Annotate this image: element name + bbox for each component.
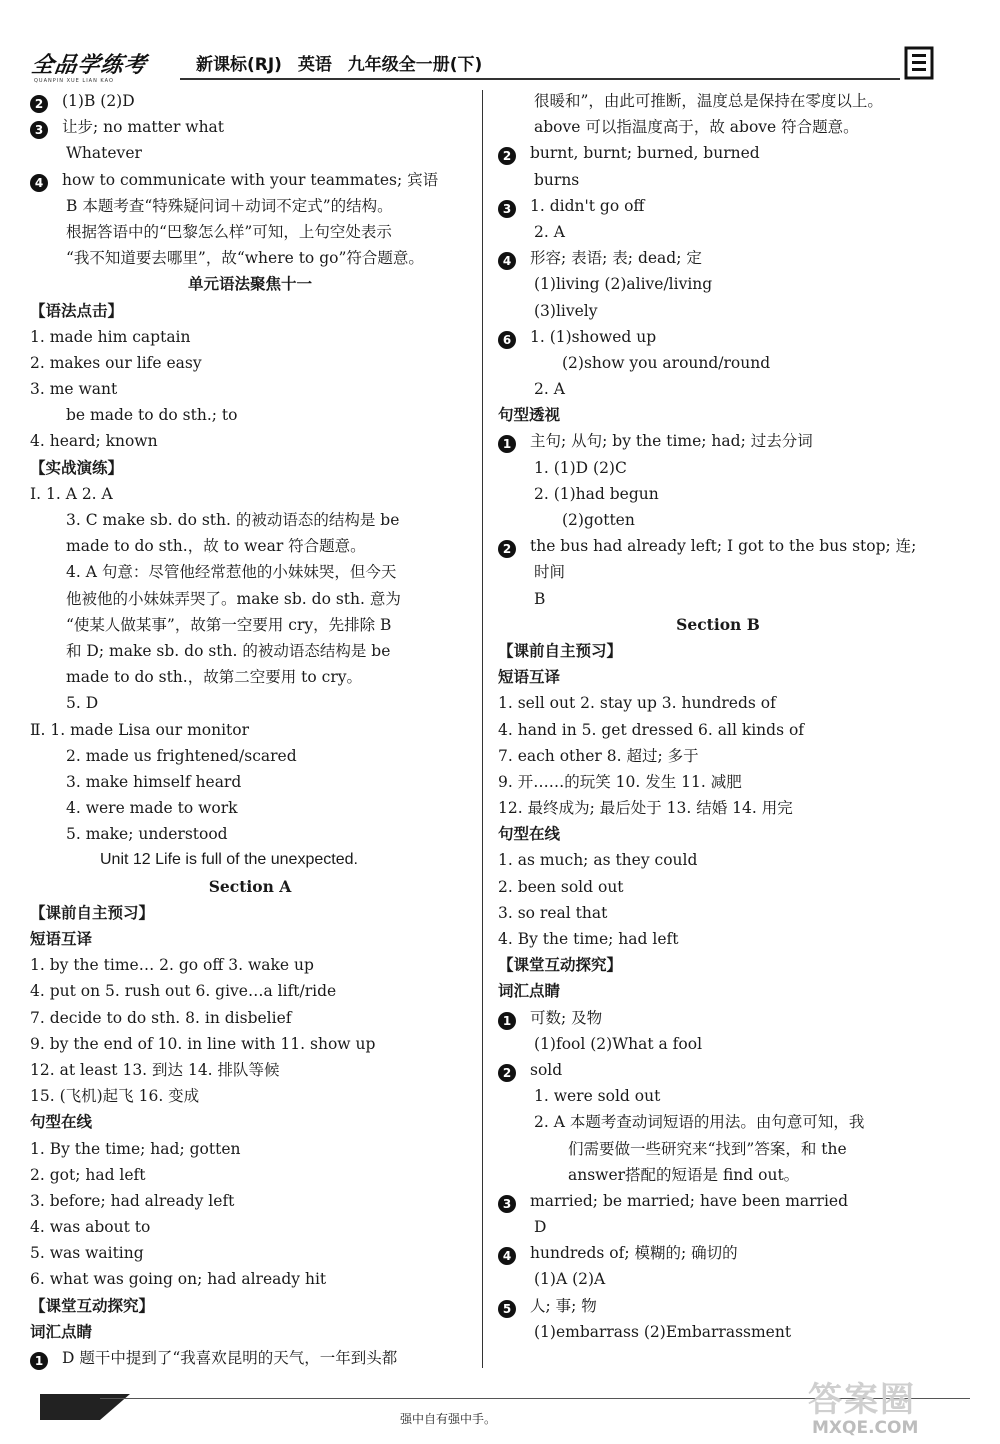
answer-text: 很暖和”，由此可推断，温度总是保持在零度以上。 xyxy=(534,92,883,110)
answer-line xyxy=(30,1057,470,1083)
answer-line xyxy=(498,533,938,559)
left-column xyxy=(30,88,470,1371)
answer-line xyxy=(498,193,938,219)
item-number-badge: 6 xyxy=(498,331,516,349)
answer-line xyxy=(30,1345,470,1371)
answer-text: 3. C make sb. do sth. 的被动语态的结构是 be xyxy=(66,511,400,529)
answer-text: made to do sth.，故第二空要用 to cry。 xyxy=(66,668,362,687)
answer-line xyxy=(30,428,470,454)
answer-line xyxy=(30,402,470,428)
section-heading xyxy=(30,874,470,900)
answer-text: 4. hand in 5. get dressed 6. all kinds of xyxy=(498,720,805,739)
answer-text: Whatever xyxy=(66,144,142,163)
answer-text: 9. 开……的玩笑 10. 发生 11. 减肥 xyxy=(498,772,742,791)
answer-line xyxy=(30,1214,470,1240)
section-label xyxy=(498,952,938,978)
item-number-badge: 3 xyxy=(30,121,48,139)
answer-line xyxy=(498,376,938,402)
answer-text: the bus had already left; I got to the bus stop; 连; xyxy=(530,537,917,556)
answer-line xyxy=(498,1083,938,1109)
answer-text: (1)embarrass (2)Embarrassment xyxy=(534,1322,792,1341)
answer-text: 2. A xyxy=(534,380,565,399)
answer-text: Ⅱ. 1. made Lisa our monitor xyxy=(30,720,250,739)
answer-text: 1. By the time; had; gotten xyxy=(30,1139,241,1158)
answer-text: 7. decide to do sth. 8. in disbelief xyxy=(30,1008,292,1027)
answer-text: 2. made us frightened/scared xyxy=(66,746,297,765)
answer-text: 5. make; understood xyxy=(66,825,228,844)
answer-line xyxy=(498,1057,938,1083)
answer-line xyxy=(30,1083,470,1109)
answer-line xyxy=(30,1266,470,1292)
answer-text: married; be married; have been married xyxy=(530,1191,849,1210)
answer-line xyxy=(498,1136,938,1162)
answer-line xyxy=(30,1188,470,1214)
answer-text: (2)gotten xyxy=(562,511,635,529)
watermark xyxy=(800,1372,980,1442)
answer-text: 【语法点击】 xyxy=(30,301,124,320)
answer-line xyxy=(498,271,938,297)
answer-line xyxy=(498,88,938,114)
answer-line xyxy=(498,350,938,376)
answer-text: made to do sth.，故 to wear 符合题意。 xyxy=(66,537,366,556)
answer-text: (3)lively xyxy=(534,301,598,320)
answer-text: 形容; 表语; 表; dead; 定 xyxy=(530,249,702,268)
answer-text: 2. A 本题考查动词短语的用法。由句意可知，我 xyxy=(534,1113,865,1132)
answer-text: (2)show you around/round xyxy=(562,353,771,372)
answer-line xyxy=(498,428,938,454)
brand-subtitle: QUANPIN XUE LIAN KAO xyxy=(34,78,114,84)
answer-line xyxy=(30,612,470,638)
header-rule xyxy=(180,78,900,80)
item-number-badge: 4 xyxy=(498,1247,516,1265)
answer-line xyxy=(498,481,938,507)
answer-text: hundreds of; 模糊的; 确切的 xyxy=(530,1244,738,1263)
section-label xyxy=(30,455,470,481)
brand-logo: 全品学练考 xyxy=(29,53,149,78)
answer-line xyxy=(498,140,938,166)
answer-text: sold xyxy=(530,1060,563,1079)
section-label xyxy=(498,638,938,664)
section-label xyxy=(30,298,470,324)
answer-line xyxy=(498,455,938,481)
page-number: 答2 xyxy=(52,1374,78,1392)
answer-text: 4. heard; known xyxy=(30,432,158,451)
answer-line xyxy=(30,821,470,847)
answer-text: 可数; 及物 xyxy=(530,1008,603,1027)
answer-text: 2. makes our life easy xyxy=(30,353,202,372)
answer-text: 1. made him captain xyxy=(30,327,191,346)
answer-text: 句型在线 xyxy=(30,1113,93,1132)
right-column xyxy=(498,88,938,1345)
answer-line xyxy=(498,769,938,795)
answer-line xyxy=(498,743,938,769)
answer-line xyxy=(498,795,938,821)
subsection-label xyxy=(498,978,938,1004)
answer-line xyxy=(498,167,938,193)
answer-line xyxy=(498,1005,938,1031)
answer-text: B 本题考查“特殊疑问词＋动词不定式”的结构。 xyxy=(66,196,393,215)
subsection-label xyxy=(498,821,938,847)
answer-text: 2. A xyxy=(534,222,565,241)
subsection-label xyxy=(30,1109,470,1135)
answer-text: 4. A 句意：尽管他经常惹他的小妹妹哭，但今天 xyxy=(66,563,397,582)
answer-text: 5. was waiting xyxy=(30,1244,144,1263)
answer-text: 2. (1)had begun xyxy=(534,484,659,503)
answer-text: 12. at least 13. 到达 14. 排队等候 xyxy=(30,1060,280,1079)
section-heading xyxy=(30,271,470,297)
answer-text: 短语互译 xyxy=(30,930,93,948)
answer-text: 4. were made to work xyxy=(66,799,238,818)
answer-text: 句型透视 xyxy=(498,406,561,425)
answer-line xyxy=(30,507,470,533)
subsection-label xyxy=(30,1319,470,1345)
item-number-badge: 4 xyxy=(30,174,48,192)
answer-text: D 题干中提到了“我喜欢昆明的天气，一年到头都 xyxy=(62,1349,398,1367)
answer-line xyxy=(498,1162,938,1188)
answer-line xyxy=(30,481,470,507)
answer-text: 根据答语中的“巴黎怎么样”可知，上句空处表示 xyxy=(66,222,392,241)
answer-text: 们需要做一些研究来“找到”答案，和 the xyxy=(568,1139,847,1158)
page-header xyxy=(30,44,930,84)
answer-line xyxy=(30,1136,470,1162)
answer-text: 15. (飞机)起飞 16. 变成 xyxy=(30,1087,200,1106)
answer-line xyxy=(498,1031,938,1057)
answer-text: 4. By the time; had left xyxy=(498,930,679,948)
answer-text: 短语互译 xyxy=(498,668,561,687)
answer-line xyxy=(498,690,938,716)
unit-title xyxy=(30,847,470,873)
answer-line xyxy=(30,952,470,978)
answer-line xyxy=(30,114,470,140)
answer-line xyxy=(30,324,470,350)
section-label xyxy=(30,900,470,926)
answer-text: 1. as much; as they could xyxy=(498,851,698,870)
item-number-badge: 3 xyxy=(498,1195,516,1213)
answer-line xyxy=(30,717,470,743)
answer-text: 词汇点睛 xyxy=(498,982,561,1001)
item-number-badge: 2 xyxy=(498,540,516,558)
answer-line xyxy=(30,167,470,193)
answer-text: 3. make himself heard xyxy=(66,772,242,791)
answer-line xyxy=(498,1266,938,1292)
answer-line xyxy=(30,88,470,114)
answer-text: 句型在线 xyxy=(498,825,561,844)
answer-line xyxy=(498,1188,938,1214)
answer-line xyxy=(30,219,470,245)
item-number-badge: 1 xyxy=(498,435,516,453)
answer-line xyxy=(498,245,938,271)
answer-text: Unit 12 Life is full of the unexpected. xyxy=(100,851,358,869)
answer-line xyxy=(498,1319,938,1345)
answer-text: 他被他的小妹妹弄哭了。make sb. do sth. 意为 xyxy=(66,589,401,608)
answer-text: (1)living (2)alive/living xyxy=(534,275,713,294)
answer-text: burnt, burnt; burned, burned xyxy=(530,144,760,163)
answer-line xyxy=(30,559,470,585)
answer-line xyxy=(498,507,938,533)
answer-text: 3. me want xyxy=(30,380,118,399)
item-number-badge: 3 xyxy=(498,200,516,218)
answer-text: 2. got; had left xyxy=(30,1165,146,1184)
answer-text: 9. by the end of 10. in line with 11. show up xyxy=(30,1034,376,1053)
answer-text: 6. what was going on; had already hit xyxy=(30,1270,327,1289)
subsection-label xyxy=(498,402,938,428)
answer-line xyxy=(498,298,938,324)
answer-line xyxy=(30,1005,470,1031)
answer-text: 人; 事; 物 xyxy=(530,1296,597,1315)
answer-text: Section B xyxy=(676,614,760,634)
section-heading xyxy=(498,612,938,638)
answer-text: 让步; no matter what xyxy=(62,118,225,137)
answer-text: 【课堂互动探究】 xyxy=(498,956,623,975)
answer-text: 7. each other 8. 超过; 多于 xyxy=(498,746,699,765)
answer-text: “使某人做某事”，故第一空要用 cry，先排除 B xyxy=(66,615,392,634)
watermark-cn: 答案圈 xyxy=(808,1380,916,1420)
answer-line xyxy=(30,193,470,219)
answer-line xyxy=(498,114,938,140)
answer-line xyxy=(30,1162,470,1188)
answer-line xyxy=(498,324,938,350)
answer-line xyxy=(30,664,470,690)
answer-line xyxy=(30,350,470,376)
answer-text: 1. sell out 2. stay up 3. hundreds of xyxy=(498,694,776,713)
header-title: 新课标(RJ) 英语 九年级全一册(下) xyxy=(196,55,483,75)
watermark-url: MXQE.COM xyxy=(812,1418,919,1438)
answer-text: 主句; 从句; by the time; had; 过去分词 xyxy=(530,432,813,451)
item-number-badge: 2 xyxy=(30,95,48,113)
answer-line xyxy=(498,926,938,952)
answer-line xyxy=(498,1109,938,1135)
answer-text: 4. was about to xyxy=(30,1218,151,1237)
answer-text: 4. put on 5. rush out 6. give…a lift/ride xyxy=(30,982,337,1001)
answer-text: 1. (1)showed up xyxy=(530,327,657,346)
answer-line xyxy=(30,978,470,1004)
answer-line xyxy=(498,219,938,245)
item-number-badge: 2 xyxy=(498,147,516,165)
answer-line xyxy=(30,1240,470,1266)
answer-line xyxy=(30,690,470,716)
answer-text: 5. D xyxy=(66,694,99,713)
answer-text: 2. been sold out xyxy=(498,877,624,896)
answer-line xyxy=(30,795,470,821)
answer-line xyxy=(30,743,470,769)
answer-text: burns xyxy=(534,170,580,189)
answer-text: 词汇点睛 xyxy=(30,1322,93,1341)
answer-text: above 可以指温度高于，故 above 符合题意。 xyxy=(534,118,859,137)
answer-text: 时间 xyxy=(534,563,566,582)
answer-line xyxy=(498,1293,938,1319)
answer-line xyxy=(498,1240,938,1266)
answer-text: 1. (1)D (2)C xyxy=(534,458,627,477)
answer-line xyxy=(30,140,470,166)
answer-line xyxy=(30,1031,470,1057)
answer-line xyxy=(30,769,470,795)
answer-text: 1. didn't go off xyxy=(530,196,645,215)
answer-text: 12. 最终成为; 最后处于 13. 结婚 14. 用完 xyxy=(498,799,793,818)
answer-line xyxy=(30,533,470,559)
answer-text: Ⅰ. 1. A 2. A xyxy=(30,484,113,503)
answer-text: 1. were sold out xyxy=(534,1087,661,1106)
answer-text: D xyxy=(534,1218,547,1237)
answer-text: be made to do sth.; to xyxy=(66,406,238,425)
answer-text: 1. by the time… 2. go off 3. wake up xyxy=(30,956,314,975)
answer-line xyxy=(498,586,938,612)
column-divider xyxy=(482,90,483,1368)
answer-text: B xyxy=(534,589,546,608)
answer-text: Section A xyxy=(208,876,292,896)
answer-line xyxy=(498,847,938,873)
answer-line xyxy=(498,874,938,900)
answer-text: 【实战演练】 xyxy=(30,458,124,477)
answer-line xyxy=(498,559,938,585)
item-number-badge: 4 xyxy=(498,252,516,270)
book-corner-icon xyxy=(904,46,934,80)
answer-line xyxy=(30,376,470,402)
footer-motto: 强中自有强中手。 xyxy=(400,1412,497,1426)
answer-text: 【课前自主预习】 xyxy=(30,903,155,922)
item-number-badge: 2 xyxy=(498,1064,516,1082)
subsection-label xyxy=(30,926,470,952)
answer-text: 3. so real that xyxy=(498,903,608,922)
answer-text: how to communicate with your teammates; 宾语 xyxy=(62,170,439,189)
answer-text: answer搭配的短语是 find out。 xyxy=(568,1165,800,1184)
answer-text: 【课前自主预习】 xyxy=(498,641,623,660)
answer-text: “我不知道要去哪里”，故“where to go”符合题意。 xyxy=(66,249,424,268)
answer-text: (1)A (2)A xyxy=(534,1270,606,1289)
section-label xyxy=(30,1293,470,1319)
item-number-badge: 1 xyxy=(498,1012,516,1030)
answer-text: 3. before; had already left xyxy=(30,1191,235,1210)
subsection-label xyxy=(498,664,938,690)
answer-text: 单元语法聚焦十一 xyxy=(187,274,312,294)
answer-text: (1)B (2)D xyxy=(62,92,135,110)
item-number-badge: 5 xyxy=(498,1300,516,1318)
answer-text: 和 D; make sb. do sth. 的被动语态结构是 be xyxy=(66,641,391,660)
answer-text: 【课堂互动探究】 xyxy=(30,1296,155,1315)
answer-line xyxy=(498,900,938,926)
item-number-badge: 1 xyxy=(30,1352,48,1370)
answer-line xyxy=(30,245,470,271)
answer-line xyxy=(498,1214,938,1240)
answer-line xyxy=(498,717,938,743)
answer-line xyxy=(30,586,470,612)
answer-line xyxy=(30,638,470,664)
answer-text: (1)fool (2)What a fool xyxy=(534,1034,703,1053)
